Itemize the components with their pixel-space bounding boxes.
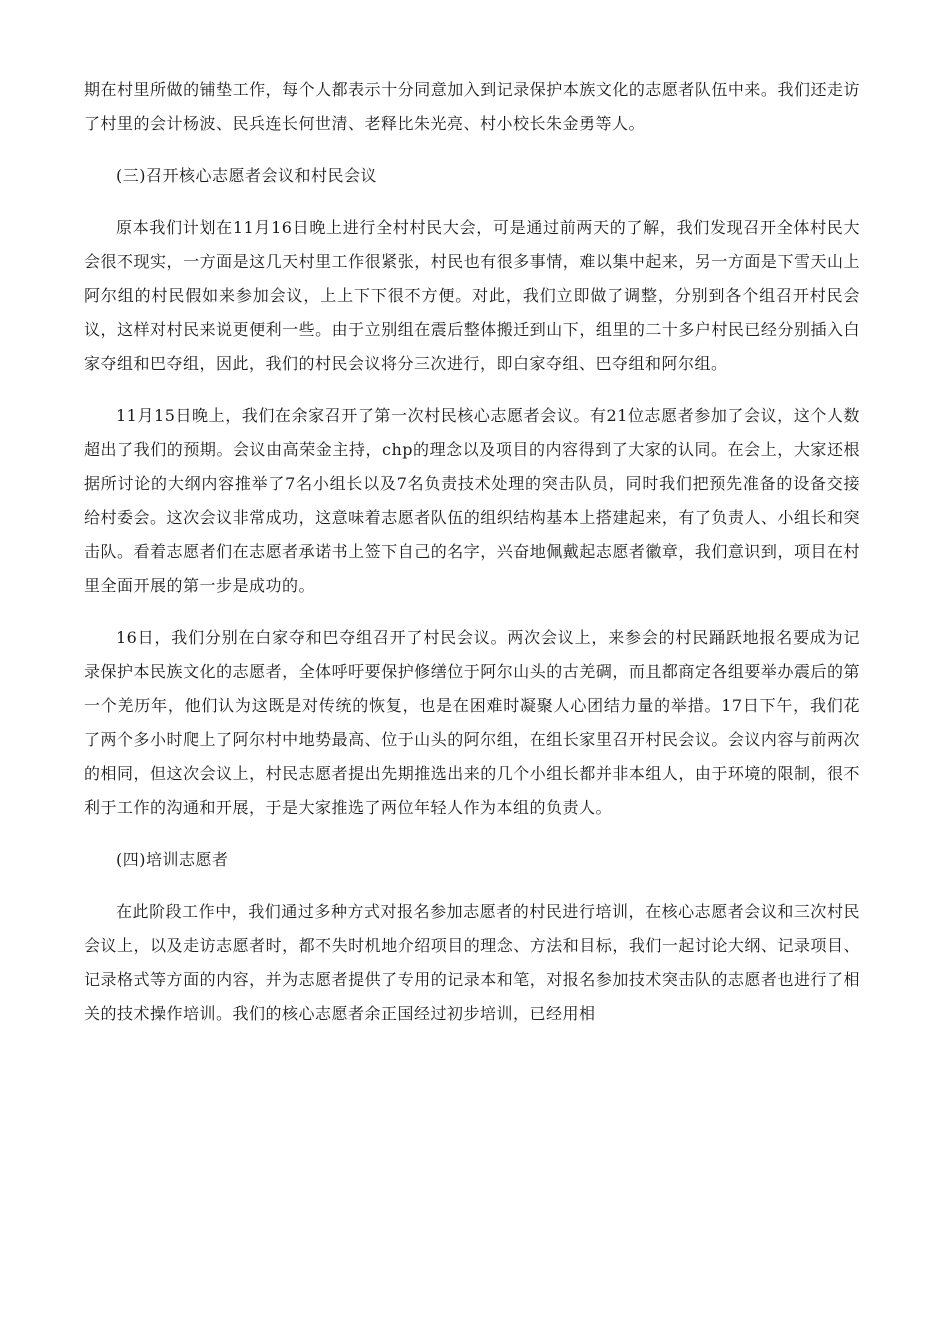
section-heading-3: (三)召开核心志愿者会议和村民会议	[116, 166, 377, 185]
paragraph-continuation: 期在村里所做的铺垫工作，每个人都表示十分同意加入到记录保护本族文化的志愿者队伍中来。我们还走访了村里的会计杨波、民兵连长何世清、老释比朱光亮、村小校长朱金勇等人。	[84, 80, 860, 133]
paragraph-training: 在此阶段工作中，我们通过多种方式对报名参加志愿者的村民进行培训，在核心志愿者会议和三次村民会议上，以及走访志愿者时，都不失时机地介绍项目的理念、方法和目标，我们一起讨论大纲、记录项目、记录格式等方面的内容，并为志愿者提供了专用的记录本和笔，对报名参加技术突击队的志愿者也进行了相关的技术操作培训。我们的核心志愿者余正国经过初步培训，已经用相	[84, 902, 860, 1023]
section-heading-4: (四)培训志愿者	[116, 850, 229, 869]
paragraph-core-meeting: 11月15日晚上，我们在余家召开了第一次村民核心志愿者会议。有21位志愿者参加了会议，这个人数超出了我们的预期。会议由高荣金主持，chp的理念以及项目的内容得到了大家的认同。在会上，大家还根据所讨论的大纲内容推举了7名小组长以及7名负责技术处理的突击队员，同时我们把预先准备的设备交接给村委会。这次会议非常成功，这意味着志愿者队伍的组织结构基本上搭建起来，有了负责人、小组长和突击队。看着志愿者们在志愿者承诺书上签下自己的名字，兴奋地佩戴起志愿者徽章，我们意识到，项目在村里全面开展的第一步是成功的。	[84, 406, 860, 595]
paragraph-village-meetings: 16日，我们分别在白家夺和巴夺组召开了村民会议。两次会议上，来参会的村民踊跃地报名要成为记录保护本民族文化的志愿者，全体呼吁要保护修缮位于阿尔山头的古羌碉，而且都商定各组要举办震后的第一个羌历年，他们认为这既是对传统的恢复，也是在困难时凝聚人心团结力量的举措。17日下午，我们花了两个多小时爬上了阿尔村中地势最高、位于山头的阿尔组，在组长家里召开村民会议。会议内容与前两次的相同，但这次会议上，村民志愿者提出先期推选出来的几个小组长都并非本组人，由于环境的限制，很不利于工作的沟通和开展，于是大家推选了两位年轻人作为本组的负责人。	[84, 628, 860, 817]
document-page	[84, 73, 860, 1049]
paragraph-meeting-plan: 原本我们计划在11月16日晚上进行全村村民大会，可是通过前两天的了解，我们发现召开全体村民大会很不现实，一方面是这几天村里工作很紧张，村民也有很多事情，难以集中起来，另一方面是下雪天山上阿尔组的村民假如来参加会议，上上下下很不方便。对此，我们立即做了调整，分别到各个组召开村民会议，这样对村民来说更便利一些。由于立别组在震后整体搬迁到山下，组里的二十多户村民已经分别插入白家夺组和巴夺组，因此，我们的村民会议将分三次进行，即白家夺组、巴夺组和阿尔组。	[84, 218, 860, 373]
